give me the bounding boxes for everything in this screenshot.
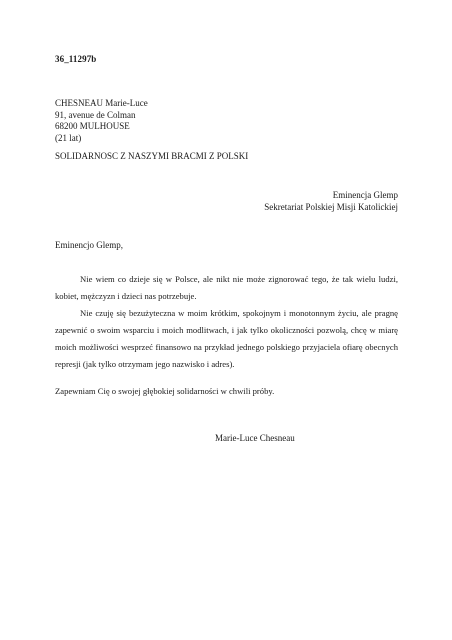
closing-line: Zapewniam Cię o swojej głębokiej solidarności w chwili próby.: [55, 386, 275, 396]
body-paragraph-1: Nie wiem co dzieje się w Polsce, ale nikt nie może zignorować tego, że tak wielu ludzi, kobiet, mężczyzn i dzieci nas potrzebuje.: [55, 274, 398, 301]
letter-subject: SOLIDARNOSC Z NASZYMI BRACMI Z POLSKI: [55, 151, 249, 161]
sender-street: 91, avenue de Colman: [55, 109, 136, 120]
document-id: 36_11297b: [55, 54, 97, 64]
signature-name: Marie-Luce Chesneau: [215, 433, 295, 443]
sender-block: [55, 98, 148, 144]
recipient-block: [264, 189, 398, 213]
sender-name: CHESNEAU Marie-Luce: [55, 98, 148, 108]
recipient-office: Sekretariat Polskiej Misji Katolickiej: [264, 202, 398, 212]
salutation: Eminencjo Glemp,: [55, 240, 123, 250]
sender-age: (21 lat): [55, 132, 82, 143]
recipient-name: Eminencja Glemp: [332, 190, 398, 200]
sender-city: 68200 MULHOUSE: [55, 121, 130, 131]
letter-body: [55, 271, 398, 373]
body-paragraph-2: Nie czuję się bezużyteczna w moim krótkim, spokojnym i monotonnym życiu, ale pragnę zapewnić o swoim wsparciu i moich modlitwach, i jak tylko okoliczności pozwolą, chcę w miarę moich możliwości wesprzeć finansowo na przykład jednego polskiego przyjaciela ofiarę obecnych represji (jak tylko otrzymam jego nazwisko i adres).: [55, 308, 398, 369]
